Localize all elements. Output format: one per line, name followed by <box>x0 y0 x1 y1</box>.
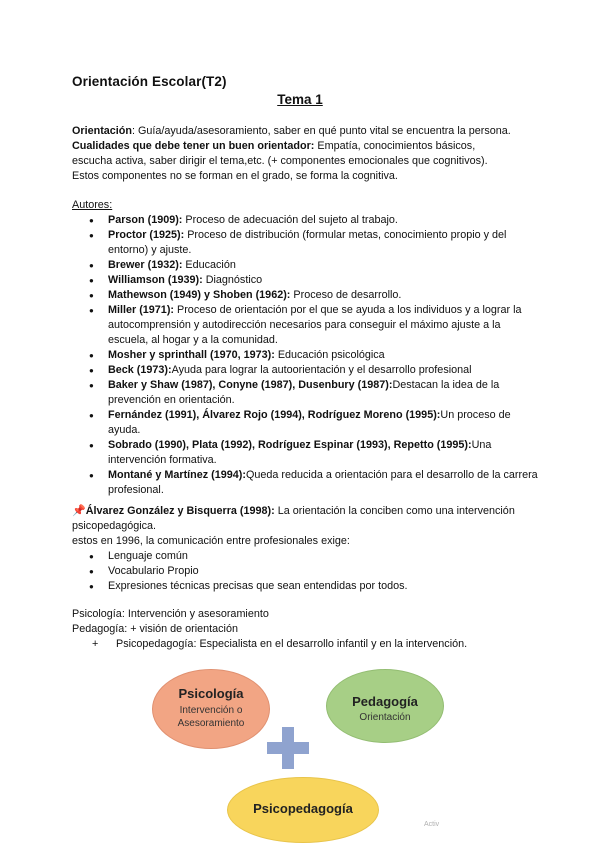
author-name: Fernández (1991), Álvarez Rojo (1994), Rodríguez Moreno (1995): <box>108 409 441 421</box>
cualidades-label: Cualidades que debe tener un buen orientador: <box>72 140 315 152</box>
author-desc: Proceso de distribución (formular metas, conocimiento propio y del entorno) y ajuste. <box>108 229 507 256</box>
alvarez-line <box>72 504 542 534</box>
author-desc: Diagnóstico <box>202 274 263 286</box>
psicologia-sub-1: Intervención o <box>179 705 243 716</box>
document-title: Orientación Escolar(T2) <box>72 74 227 89</box>
psicopedagogia-text: Psicopedagogía: Especialista en el desarrollo infantil y en la intervención. <box>116 638 468 650</box>
autores-section <box>72 198 542 498</box>
author-desc: Una intervención formativa. <box>108 439 492 466</box>
cualidades-text: Empatía, conocimientos básicos, <box>314 140 476 152</box>
orientacion-definition <box>72 124 542 139</box>
author-name: Parson (1909): <box>108 214 183 226</box>
pedagogia-title: Pedagogía <box>352 694 418 709</box>
alvarez-label: Álvarez González y Bisquerra (1998): <box>85 505 275 517</box>
list-item <box>72 303 542 348</box>
psicopedagogia-title: Psicopedagogía <box>253 801 353 816</box>
alvarez-text: La orientación la conciben como una intervención psicopedagógica. <box>72 505 515 532</box>
definiciones-section <box>72 607 542 652</box>
tema-label: Tema 1 <box>277 92 323 107</box>
concept-diagram <box>152 667 452 842</box>
author-name: Williamson (1939): <box>108 274 203 286</box>
autores-heading: Autores: <box>72 199 113 211</box>
list-item <box>72 228 542 258</box>
author-desc: Proceso de desarrollo. <box>290 289 402 301</box>
list-item <box>72 288 542 303</box>
alvarez-section <box>72 504 542 594</box>
pedagogia-ellipse <box>326 669 444 743</box>
author-desc: Educación psicológica <box>274 349 385 361</box>
list-item <box>72 273 542 288</box>
cualidades-line-2: escucha activa, saber dirigir el tema,etc. (+ componentes emocionales que cognitivos). <box>72 155 488 167</box>
author-name: Mathewson (1949) y Shoben (1962): <box>108 289 291 301</box>
pushpin-icon: 📌 <box>72 505 86 517</box>
list-item: ● Lenguaje común <box>72 549 542 564</box>
watermark: Activ <box>424 821 440 828</box>
psicopedagogia-def <box>72 637 542 652</box>
author-desc: Proceso de orientación por el que se ayuda a los individuos y a lograr la autocomprensión y autodirección necesarios para conseguir el máximo ajuste a la escuela, al hogar y a la comunidad. <box>108 304 522 346</box>
intro-block <box>72 124 542 184</box>
psicologia-sub-2: Asesoramiento <box>177 718 245 729</box>
psicopedagogia-ellipse <box>227 777 379 843</box>
list-item <box>72 348 542 363</box>
author-desc: Destacan la idea de la prevención en orientación. <box>108 379 500 406</box>
section-heading <box>0 92 600 107</box>
author-name: Montané y Martínez (1994): <box>108 469 246 481</box>
author-desc: Educación <box>182 259 236 271</box>
alvarez-line-2: estos en 1996, la comunicación entre profesionales exige: <box>72 535 350 547</box>
author-name: Miller (1971): <box>108 304 175 316</box>
author-name: Beck (1973): <box>108 364 172 376</box>
componentes-line: Estos componentes no se forman en el grado, se forma la cognitiva. <box>72 170 398 182</box>
author-name: Brewer (1932): <box>108 259 183 271</box>
list-item <box>72 258 542 273</box>
author-name: Proctor (1925): <box>108 229 185 241</box>
list-item <box>72 438 542 468</box>
psicologia-def: Psicología: Intervención y asesoramiento <box>72 608 269 620</box>
list-item <box>72 408 542 438</box>
author-name: Baker y Shaw (1987), Conyne (1987), Dusenbury (1987): <box>108 379 393 391</box>
list-item <box>72 378 542 408</box>
author-desc: Queda reducida a orientación para el desarrollo de la carrera profesional. <box>108 469 538 496</box>
pedagogia-def: Pedagogía: + visión de orientación <box>72 623 238 635</box>
pedagogia-sub: Orientación <box>359 712 411 723</box>
list-item <box>72 363 542 378</box>
list-item: ● Expresiones técnicas precisas que sean entendidas por todos. <box>72 579 542 594</box>
psicologia-ellipse <box>152 669 270 749</box>
author-desc: Un proceso de ayuda. <box>108 409 511 436</box>
orientacion-text: : Guía/ayuda/asesoramiento, saber en qué punto vital se encuentra la persona. <box>132 125 511 137</box>
exige-list <box>72 549 542 594</box>
plus-marker: + <box>92 638 99 650</box>
cualidades-line <box>72 139 542 154</box>
plus-icon-bar <box>267 742 309 754</box>
author-desc: Proceso de adecuación del sujeto al trabajo. <box>182 214 398 226</box>
author-desc: Ayuda para lograr la autoorientación y el desarrollo profesional <box>171 364 472 376</box>
list-item <box>72 468 542 498</box>
orientacion-label: Orientación <box>72 125 132 137</box>
author-name: Sobrado (1990), Plata (1992), Rodríguez Espinar (1993), Repetto (1995): <box>108 439 472 451</box>
list-item <box>72 213 542 228</box>
psicologia-title: Psicología <box>178 686 244 701</box>
author-name: Mosher y sprinthall (1970, 1973): <box>108 349 275 361</box>
autores-list <box>72 213 542 498</box>
list-item: ● Vocabulario Propio <box>72 564 542 579</box>
